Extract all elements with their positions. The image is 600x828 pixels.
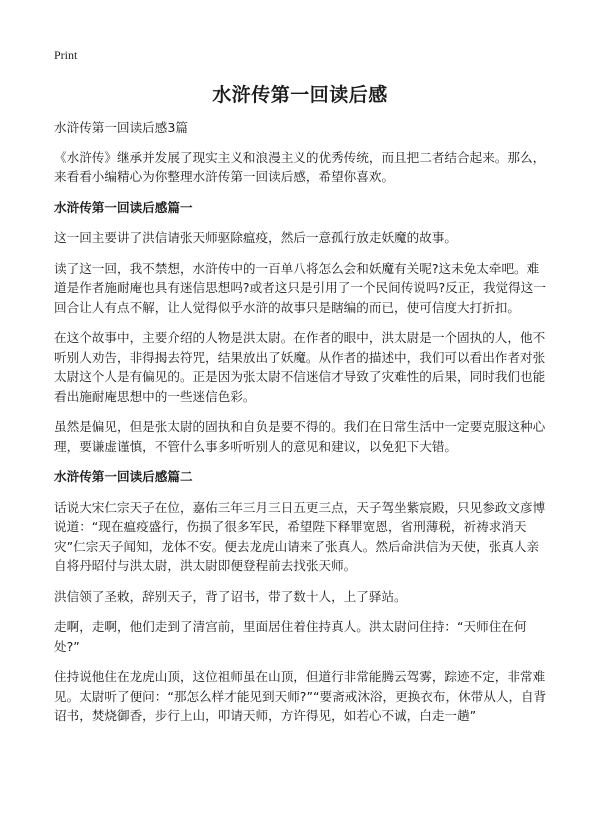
paragraph: 在这个故事中，主要介绍的人物是洪太尉。在作者的眼中，洪太尉是一个固执的人，他不听别人劝告，非得揭去符咒，结果放出了妖魔。从作者的描述中，我们可以看出作者对张太尉这个人是有偏见的。正是因为张太尉不信迷信才导致了灾难性的后果，同时我们也能看出施耐庵思想中的一些迷信色彩。: [54, 330, 546, 404]
paragraph: 这一回主要讲了洪信请张天师驱除瘟疫，然后一意孤行放走妖魔的故事。: [54, 230, 457, 245]
section-heading: 水浒传第一回读后感篇一: [54, 199, 193, 215]
article-subtitle: 水浒传第一回读后感3篇: [54, 120, 188, 135]
paragraph: 虽然是偏见，但是张太尉的固执和自负是要不得的。我们在日常生活中一定要克服这种心理，要谦虚谨慎，不管什么事多听听别人的意见和建议，以免犯下大错。: [54, 419, 546, 454]
page-title: 水浒传第一回读后感: [212, 84, 388, 106]
paragraph: 洪信领了圣敕，辞别天子，背了诏书，带了数十人，上了驿站。: [54, 588, 407, 604]
article-body: [54, 118, 548, 737]
paragraph: 读了这一回，我不禁想，水浒传中的一百单八将怎么会和妖魔有关呢?这未免太牵吧。难道是作者施耐庵也具有迷信思想吗?或者这只是引用了一个民间传说吗?反正，我觉得这一回合让人有点不解，让人觉得似乎水浒的故事只是瞎编的而已，使可信度大打折扣。: [54, 260, 546, 315]
paragraph: 话说大宋仁宗天子在位，嘉佑三年三月三日五更三点，天子驾坐紫宸殿，只见参政文彦博说道：“现在瘟疫盛行，伤损了很多军民，希望陛下释罪宽恩，省刑薄税，祈祷求消天灾”仁宗天子闻知，龙体不安。便去龙虎山请来了张真人。然后命洪信为天使，张真人亲自将丹昭付与洪太尉，洪太尉即便登程前去找张天师。: [54, 499, 546, 573]
intro-paragraph: 《水浒传》继承并发展了现实主义和浪漫主义的优秀传统，而且把二者结合起来。那么，来看看小编精心为你整理水浒传第一回读后感，希望你喜欢。: [54, 149, 546, 184]
paragraph: 住持说他住在龙虎山顶，这位祖师虽在山顶，但道行非常能腾云驾雾，踪迹不定，非常难见。太尉听了便问：“那怎么样才能见到天师?”“要斋戒沐浴，更换衣布，休带从人，自背诏书，焚烧御香，步行上山，叩请天师，方许得见，如若心不诚，白走一趟”: [54, 669, 547, 723]
section-heading: 水浒传第一回读后感篇二: [54, 469, 193, 484]
paragraph: 走啊，走啊，他们走到了清宫前，里面居住着住持真人。洪太尉问住持：“天师住在何处?”: [54, 619, 527, 654]
print-link[interactable]: Print: [54, 48, 78, 62]
